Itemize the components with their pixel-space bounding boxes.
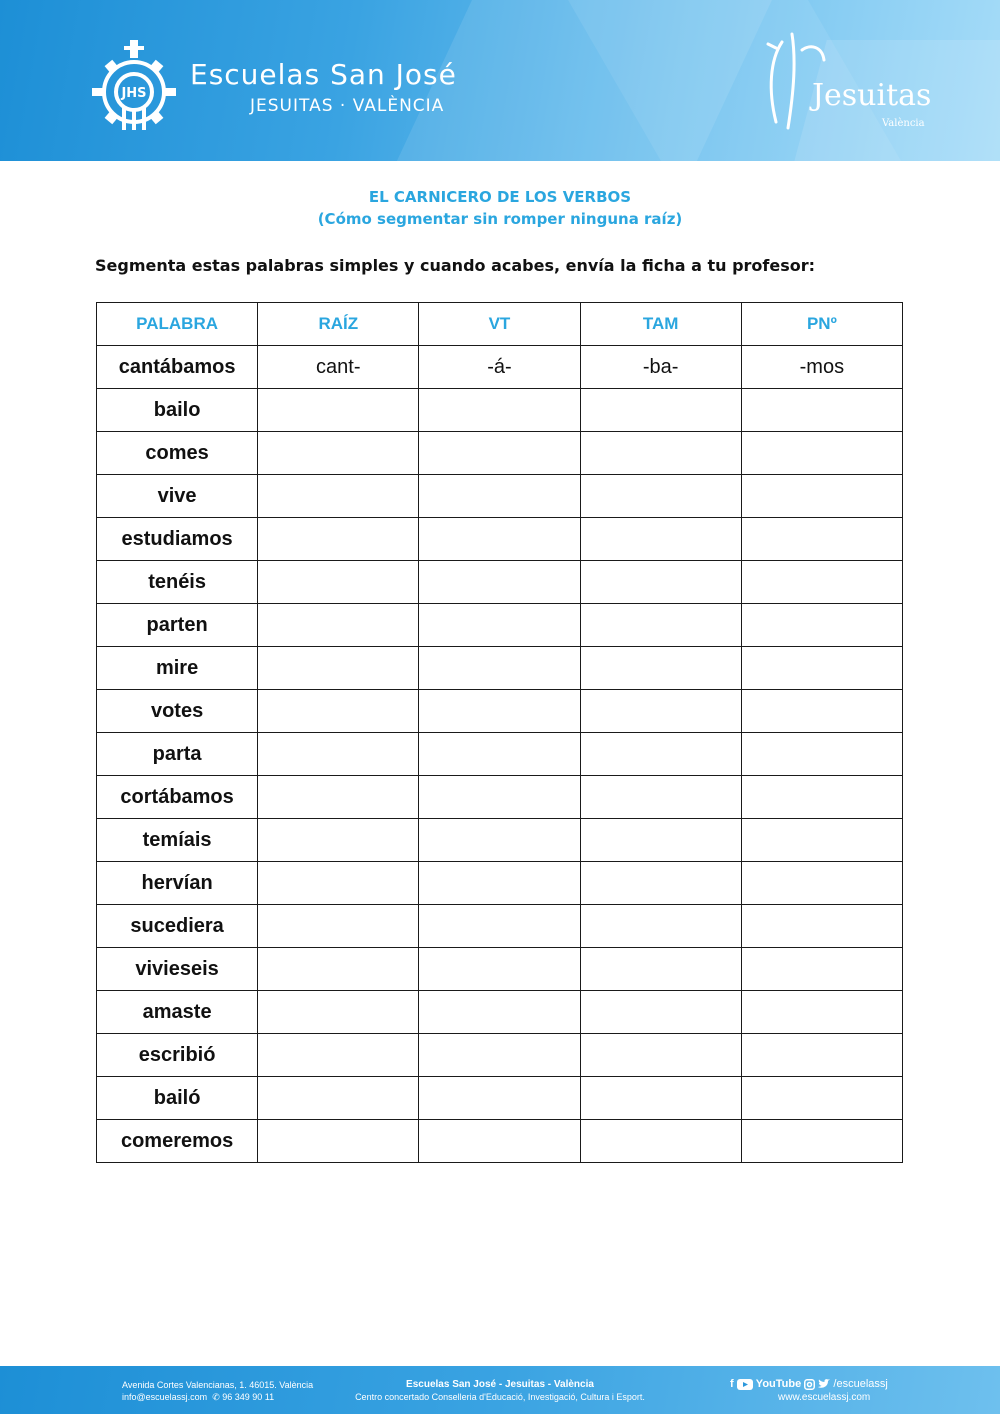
word-cell: estudiamos	[97, 518, 258, 561]
word-cell: parta	[97, 733, 258, 776]
footer-school: Escuelas San José - Jesuitas - València	[406, 1379, 594, 1390]
pn-cell[interactable]: -mos	[741, 346, 902, 389]
pn-cell[interactable]	[741, 604, 902, 647]
raiz-cell[interactable]	[258, 948, 419, 991]
tam-cell[interactable]	[580, 647, 741, 690]
vt-cell[interactable]	[419, 475, 580, 518]
worksheet-subtitle: (Cómo segmentar sin romper ninguna raíz)	[317, 210, 683, 228]
vt-cell[interactable]	[419, 1034, 580, 1077]
word-cell: cantábamos	[97, 346, 258, 389]
table-row	[97, 690, 903, 733]
table-row	[97, 432, 903, 475]
tam-cell[interactable]	[580, 948, 741, 991]
pn-cell[interactable]	[741, 1120, 902, 1163]
raiz-cell[interactable]	[258, 647, 419, 690]
raiz-cell[interactable]	[258, 905, 419, 948]
svg-text:JHS: JHS	[121, 86, 147, 101]
vt-cell[interactable]: -á-	[419, 346, 580, 389]
pn-cell[interactable]	[741, 819, 902, 862]
pn-cell[interactable]	[741, 389, 902, 432]
word-cell: votes	[97, 690, 258, 733]
segmentation-table	[96, 302, 903, 1163]
vt-cell[interactable]	[419, 647, 580, 690]
header-banner	[0, 0, 1000, 161]
table-row	[97, 776, 903, 819]
table-row	[97, 561, 903, 604]
school-crest-icon	[86, 36, 182, 132]
table-row	[97, 475, 903, 518]
raiz-cell[interactable]	[258, 991, 419, 1034]
raiz-cell[interactable]	[258, 776, 419, 819]
table-row	[97, 518, 903, 561]
header-vt: VT	[419, 303, 580, 346]
table-row	[97, 1034, 903, 1077]
pn-cell[interactable]	[741, 647, 902, 690]
tam-cell[interactable]	[580, 991, 741, 1034]
twitter-icon[interactable]	[818, 1379, 830, 1389]
vt-cell[interactable]	[419, 819, 580, 862]
pn-cell[interactable]	[741, 862, 902, 905]
footer-phone: 96 349 90 11	[222, 1392, 275, 1402]
word-cell: comes	[97, 432, 258, 475]
tam-cell[interactable]	[580, 1120, 741, 1163]
footer-banner	[0, 1366, 1000, 1414]
pn-cell[interactable]	[741, 948, 902, 991]
tam-cell[interactable]	[580, 733, 741, 776]
worksheet-title: EL CARNICERO DE LOS VERBOS	[368, 188, 632, 206]
word-cell: comeremos	[97, 1120, 258, 1163]
tam-cell[interactable]	[580, 862, 741, 905]
vt-cell[interactable]	[419, 561, 580, 604]
footer-social	[730, 1378, 888, 1390]
word-cell: tenéis	[97, 561, 258, 604]
tam-cell[interactable]	[580, 518, 741, 561]
pn-cell[interactable]	[741, 518, 902, 561]
header-raiz: RAÍZ	[258, 303, 419, 346]
vt-cell[interactable]	[419, 733, 580, 776]
brand-subtitle: JESUITAS · VALÈNCIA	[250, 96, 445, 116]
word-cell: cortábamos	[97, 776, 258, 819]
tam-cell[interactable]	[580, 905, 741, 948]
raiz-cell[interactable]	[258, 518, 419, 561]
word-cell: sucediera	[97, 905, 258, 948]
table-row	[97, 1077, 903, 1120]
table-header-row	[97, 303, 903, 346]
raiz-cell[interactable]	[258, 1034, 419, 1077]
word-cell: temíais	[97, 819, 258, 862]
youtube-icon[interactable]	[737, 1379, 753, 1390]
footer-address: Avenida Cortes Valencianas, 1. 46015. València	[122, 1380, 314, 1390]
raiz-cell[interactable]	[258, 1120, 419, 1163]
pn-cell[interactable]	[741, 776, 902, 819]
raiz-cell[interactable]	[258, 1077, 419, 1120]
jesuitas-wordmark: Jesuitas	[812, 78, 932, 113]
tam-cell[interactable]	[580, 389, 741, 432]
phone-icon: ✆	[209, 1392, 220, 1402]
instruction-text: Segmenta estas palabras simples y cuando acabes, envía la ficha a tu profesor:	[95, 256, 816, 275]
raiz-cell[interactable]	[258, 862, 419, 905]
raiz-cell[interactable]	[258, 690, 419, 733]
tam-cell[interactable]	[580, 1034, 741, 1077]
raiz-cell[interactable]	[258, 475, 419, 518]
word-cell: parten	[97, 604, 258, 647]
word-cell: escribió	[97, 1034, 258, 1077]
tam-cell[interactable]	[580, 432, 741, 475]
tam-cell[interactable]	[580, 690, 741, 733]
tam-cell[interactable]	[580, 1077, 741, 1120]
pn-cell[interactable]	[741, 905, 902, 948]
word-cell: vivieseis	[97, 948, 258, 991]
word-cell: mire	[97, 647, 258, 690]
footer-website[interactable]: www.escuelassj.com	[778, 1392, 871, 1403]
tam-cell[interactable]: -ba-	[580, 346, 741, 389]
tam-cell[interactable]	[580, 604, 741, 647]
pn-cell[interactable]	[741, 1077, 902, 1120]
table-body	[97, 346, 903, 1163]
social-handle[interactable]: /escuelassj	[833, 1378, 888, 1390]
table-row	[97, 948, 903, 991]
table-row	[97, 647, 903, 690]
pn-cell[interactable]	[741, 1034, 902, 1077]
word-cell: amaste	[97, 991, 258, 1034]
raiz-cell[interactable]	[258, 604, 419, 647]
header-pn: PNº	[741, 303, 902, 346]
vt-cell[interactable]	[419, 1077, 580, 1120]
brand-name: Escuelas San José	[190, 58, 457, 91]
raiz-cell[interactable]: cant-	[258, 346, 419, 389]
table-row	[97, 819, 903, 862]
header-palabra: PALABRA	[97, 303, 258, 346]
word-cell: hervían	[97, 862, 258, 905]
pn-cell[interactable]	[741, 561, 902, 604]
pn-cell[interactable]	[741, 432, 902, 475]
word-cell: vive	[97, 475, 258, 518]
instagram-icon[interactable]	[804, 1379, 815, 1390]
tam-cell[interactable]	[580, 819, 741, 862]
tam-cell[interactable]	[580, 561, 741, 604]
raiz-cell[interactable]	[258, 733, 419, 776]
word-cell: bailo	[97, 389, 258, 432]
raiz-cell[interactable]	[258, 819, 419, 862]
pn-cell[interactable]	[741, 475, 902, 518]
footer-description: Centro concertado Conselleria d'Educació, Investigació, Cultura i Esport.	[355, 1392, 645, 1402]
pn-cell[interactable]	[741, 733, 902, 776]
vt-cell[interactable]	[419, 432, 580, 475]
vt-cell[interactable]	[419, 776, 580, 819]
vt-cell[interactable]	[419, 905, 580, 948]
table-row	[97, 862, 903, 905]
tam-cell[interactable]	[580, 776, 741, 819]
vt-cell[interactable]	[419, 991, 580, 1034]
table-row	[97, 733, 903, 776]
footer-email[interactable]: info@escuelassj.com	[122, 1392, 208, 1402]
vt-cell[interactable]	[419, 948, 580, 991]
raiz-cell[interactable]	[258, 432, 419, 475]
vt-cell[interactable]	[419, 690, 580, 733]
vt-cell[interactable]	[419, 389, 580, 432]
vt-cell[interactable]	[419, 518, 580, 561]
table-row	[97, 389, 903, 432]
jesuitas-city: València	[882, 118, 925, 129]
vt-cell[interactable]	[419, 604, 580, 647]
pn-cell[interactable]	[741, 690, 902, 733]
vt-cell[interactable]	[419, 1120, 580, 1163]
raiz-cell[interactable]	[258, 561, 419, 604]
pn-cell[interactable]	[741, 991, 902, 1034]
youtube-wordmark: YouTube	[755, 1378, 802, 1390]
header-tam: TAM	[580, 303, 741, 346]
table-row	[97, 905, 903, 948]
word-cell: bailó	[97, 1077, 258, 1120]
facebook-icon[interactable]: f	[730, 1378, 734, 1391]
table-row	[97, 1120, 903, 1163]
tam-cell[interactable]	[580, 475, 741, 518]
table-row	[97, 991, 903, 1034]
table-row	[97, 604, 903, 647]
table-row	[97, 346, 903, 389]
raiz-cell[interactable]	[258, 389, 419, 432]
vt-cell[interactable]	[419, 862, 580, 905]
